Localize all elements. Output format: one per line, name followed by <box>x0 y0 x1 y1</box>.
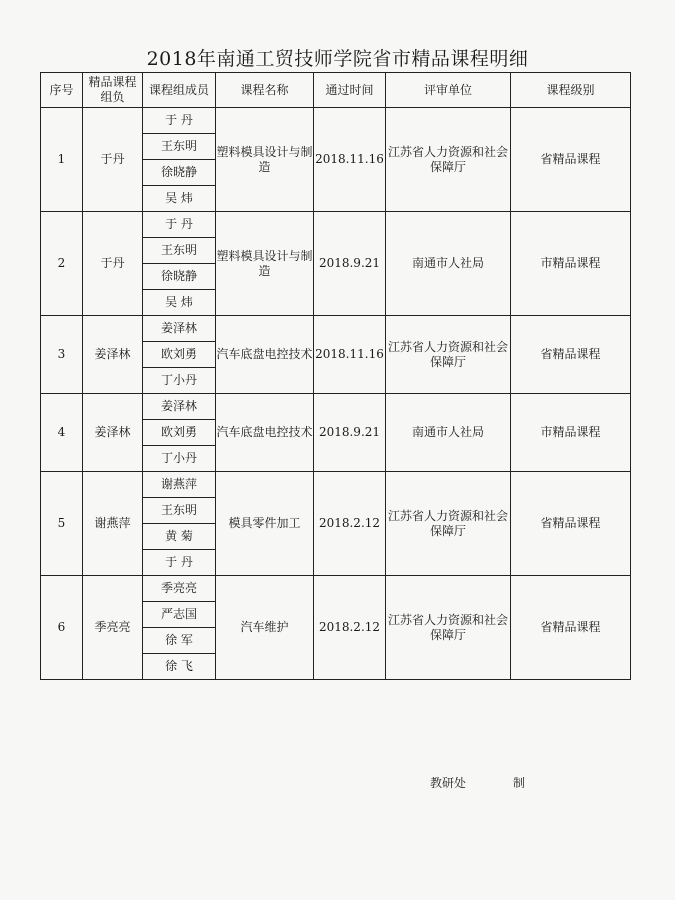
cell-lead: 姜泽林 <box>83 316 143 394</box>
cell-date: 2018.11.16 <box>314 108 386 212</box>
cell-member: 姜泽林 <box>143 394 216 420</box>
cell-unit: 江苏省人力资源和社会保障厅 <box>386 576 511 680</box>
cell-member: 王东明 <box>143 498 216 524</box>
cell-member: 姜泽林 <box>143 316 216 342</box>
header-members: 课程组成员 <box>143 73 216 108</box>
header-course: 课程名称 <box>216 73 314 108</box>
cell-lead: 谢燕萍 <box>83 472 143 576</box>
cell-member: 徐晓静 <box>143 264 216 290</box>
header-seq: 序号 <box>41 73 83 108</box>
cell-member: 谢燕萍 <box>143 472 216 498</box>
cell-member: 严志国 <box>143 602 216 628</box>
footer-made: 制 <box>513 776 526 790</box>
cell-seq: 3 <box>41 316 83 394</box>
cell-seq: 5 <box>41 472 83 576</box>
cell-member: 吴 炜 <box>143 290 216 316</box>
cell-seq: 4 <box>41 394 83 472</box>
cell-member: 王东明 <box>143 238 216 264</box>
cell-date: 2018.11.16 <box>314 316 386 394</box>
cell-level: 省精品课程 <box>511 316 631 394</box>
header-date: 通过时间 <box>314 73 386 108</box>
cell-member: 欧刘勇 <box>143 420 216 446</box>
cell-course: 汽车底盘电控技术 <box>216 316 314 394</box>
cell-member: 徐晓静 <box>143 160 216 186</box>
cell-member: 徐 飞 <box>143 654 216 680</box>
cell-member: 吴 炜 <box>143 186 216 212</box>
cell-seq: 1 <box>41 108 83 212</box>
cell-course: 汽车底盘电控技术 <box>216 394 314 472</box>
cell-lead: 于丹 <box>83 108 143 212</box>
cell-lead: 季亮亮 <box>83 576 143 680</box>
cell-member: 黄 菊 <box>143 524 216 550</box>
header-lead: 精品课程组负 <box>83 73 143 108</box>
cell-unit: 江苏省人力资源和社会保障厅 <box>386 316 511 394</box>
cell-date: 2018.9.21 <box>314 394 386 472</box>
cell-member: 徐 军 <box>143 628 216 654</box>
course-detail-table <box>40 72 631 680</box>
cell-seq: 6 <box>41 576 83 680</box>
cell-date: 2018.9.21 <box>314 212 386 316</box>
cell-unit: 江苏省人力资源和社会保障厅 <box>386 472 511 576</box>
table-row <box>41 472 631 498</box>
cell-unit: 江苏省人力资源和社会保障厅 <box>386 108 511 212</box>
cell-lead: 于丹 <box>83 212 143 316</box>
cell-course: 塑料模具设计与制造 <box>216 212 314 316</box>
table-row <box>41 576 631 602</box>
header-level: 课程级别 <box>511 73 631 108</box>
cell-member: 于 丹 <box>143 108 216 134</box>
cell-member: 欧刘勇 <box>143 342 216 368</box>
document-title: 2018年南通工贸技师学院省市精品课程明细 <box>146 48 529 70</box>
cell-member: 季亮亮 <box>143 576 216 602</box>
cell-level: 省精品课程 <box>511 472 631 576</box>
cell-member: 丁小丹 <box>143 446 216 472</box>
cell-unit: 南通市人社局 <box>386 394 511 472</box>
cell-date: 2018.2.12 <box>314 472 386 576</box>
cell-seq: 2 <box>41 212 83 316</box>
header-row <box>41 73 631 108</box>
table-row <box>41 108 631 134</box>
header-unit: 评审单位 <box>386 73 511 108</box>
cell-member: 于 丹 <box>143 212 216 238</box>
cell-member: 丁小丹 <box>143 368 216 394</box>
table-row <box>41 316 631 342</box>
footer-dept: 教研处 <box>430 776 467 790</box>
cell-course: 汽车维护 <box>216 576 314 680</box>
table-row <box>41 394 631 420</box>
cell-member: 于 丹 <box>143 550 216 576</box>
cell-level: 省精品课程 <box>511 108 631 212</box>
cell-member: 王东明 <box>143 134 216 160</box>
cell-level: 市精品课程 <box>511 212 631 316</box>
cell-level: 市精品课程 <box>511 394 631 472</box>
cell-date: 2018.2.12 <box>314 576 386 680</box>
cell-level: 省精品课程 <box>511 576 631 680</box>
table-row <box>41 212 631 238</box>
cell-lead: 姜泽林 <box>83 394 143 472</box>
cell-unit: 南通市人社局 <box>386 212 511 316</box>
cell-course: 模具零件加工 <box>216 472 314 576</box>
cell-course: 塑料模具设计与制造 <box>216 108 314 212</box>
